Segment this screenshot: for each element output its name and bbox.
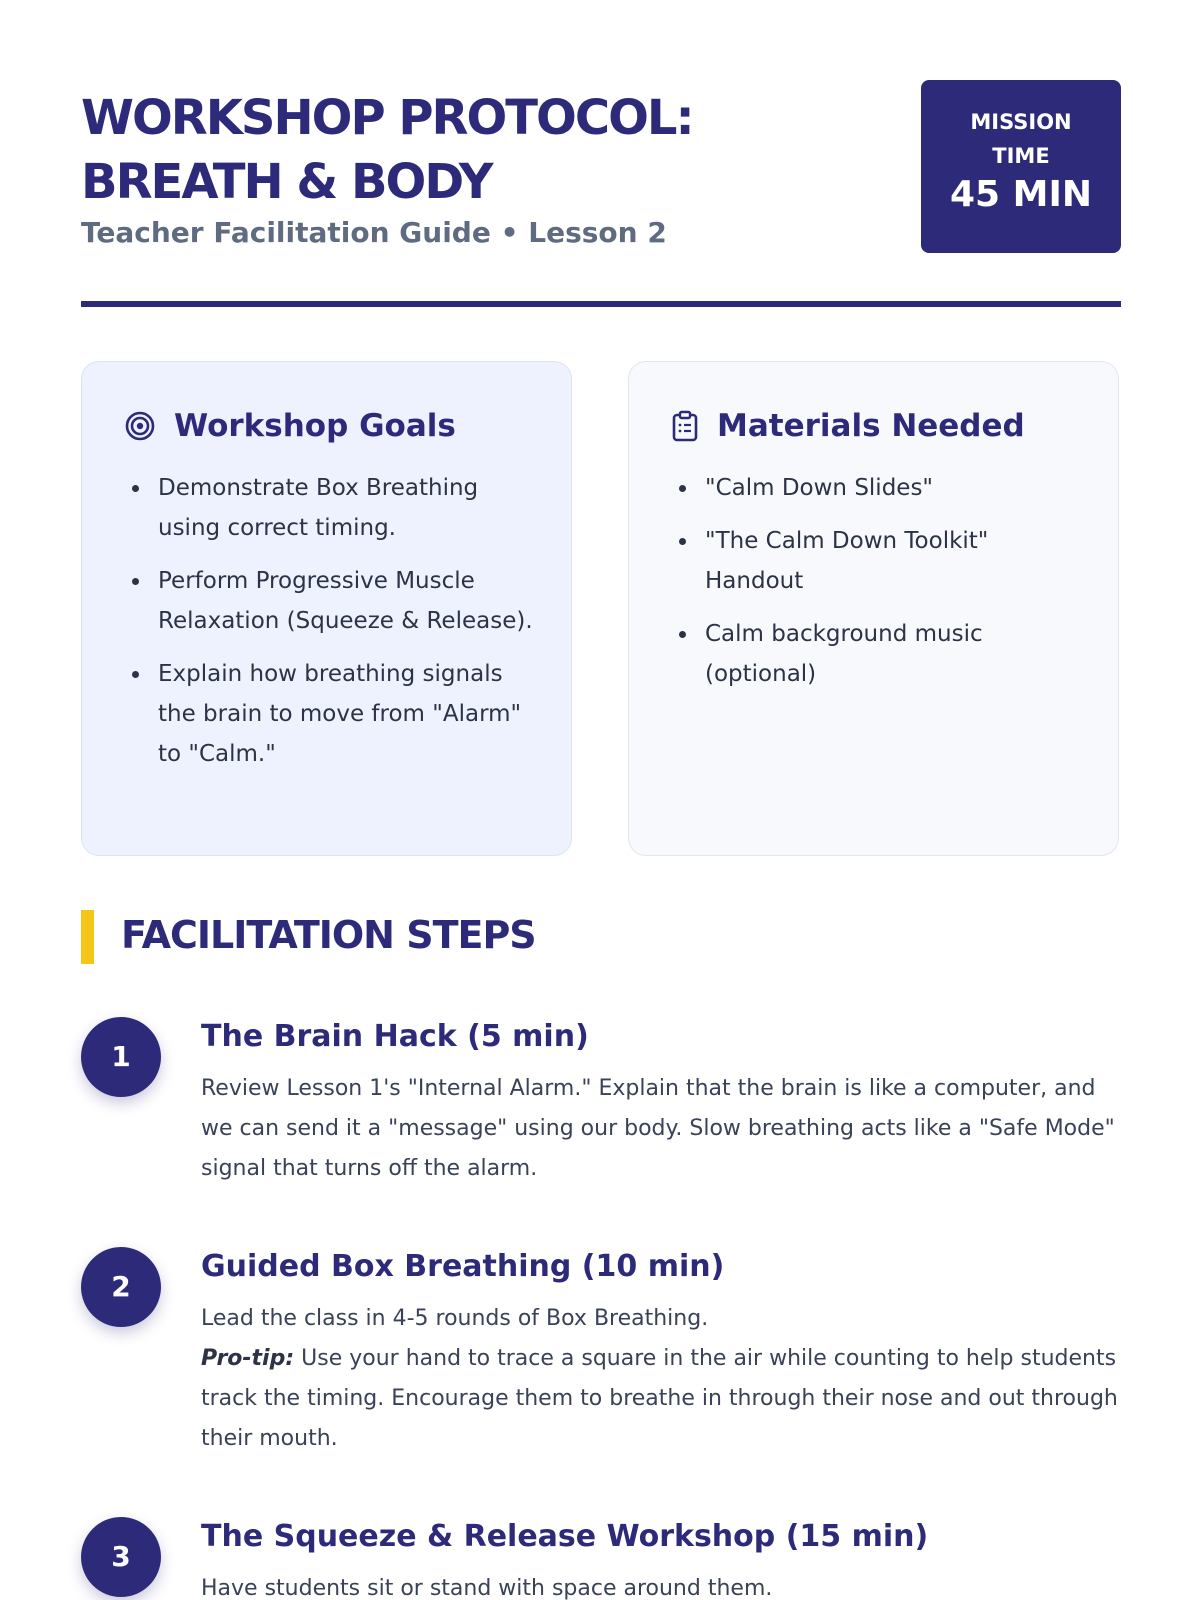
- workshop-goals-card: [81, 361, 572, 856]
- step-title: The Brain Hack (5 min): [201, 1019, 589, 1054]
- section-accent-bar: [81, 910, 94, 964]
- step-body: [201, 1569, 1121, 1600]
- facilitation-steps-heading: [81, 910, 1121, 964]
- workshop-goals-title: Workshop Goals: [174, 408, 456, 444]
- mission-time-badge: [921, 80, 1121, 253]
- page-header: [81, 80, 1121, 295]
- step-title: The Squeeze & Release Workshop (15 min): [201, 1519, 929, 1554]
- facilitation-steps-list: [81, 1017, 1121, 1600]
- material-item: "Calm Down Slides": [705, 468, 1080, 508]
- materials-needed-card: [628, 361, 1119, 856]
- materials-needed-list: [671, 468, 1080, 694]
- mission-time-label-line-1: MISSION: [970, 110, 1072, 134]
- step-body: [201, 1299, 1121, 1459]
- page-title-line-2: BREATH & BODY: [81, 154, 492, 210]
- mission-time-value: 45 MIN: [950, 174, 1092, 215]
- step-pro-tip: [201, 1339, 1121, 1459]
- page-title: [81, 86, 693, 214]
- page-title-line-1: WORKSHOP PROTOCOL:: [81, 90, 693, 146]
- step-description: Lead the class in 4-5 rounds of Box Breathing.: [201, 1306, 709, 1331]
- mission-time-label: [921, 105, 1121, 173]
- goal-item: Demonstrate Box Breathing using correct timing.: [158, 468, 533, 548]
- step-number-badge: 2: [81, 1247, 161, 1327]
- protocol-page: [81, 80, 1121, 1600]
- mission-time-label-line-2: TIME: [992, 144, 1050, 168]
- page-subtitle: Teacher Facilitation Guide • Lesson 2: [81, 216, 667, 249]
- clipboard-icon: [671, 410, 699, 442]
- material-item: Calm background music (optional): [705, 614, 1080, 694]
- info-cards: [81, 361, 1121, 858]
- step-number-badge: 3: [81, 1517, 161, 1597]
- step-description: Have students sit or stand with space around them.: [201, 1576, 773, 1600]
- goal-item: Perform Progressive Muscle Relaxation (Squeeze & Release).: [158, 561, 533, 641]
- workshop-goals-list: [124, 468, 533, 774]
- step-number-badge: 1: [81, 1017, 161, 1097]
- pro-tip-label: Pro-tip:: [201, 1346, 295, 1371]
- materials-needed-title: Materials Needed: [717, 408, 1025, 444]
- step-item: [81, 1247, 1121, 1459]
- step-title: Guided Box Breathing (10 min): [201, 1249, 725, 1284]
- target-icon: [124, 410, 156, 442]
- materials-needed-header: [671, 404, 1080, 448]
- step-item: [81, 1017, 1121, 1189]
- header-divider: [81, 301, 1121, 307]
- workshop-goals-header: [124, 404, 533, 448]
- step-description: Review Lesson 1's "Internal Alarm." Explain that the brain is like a computer, and we can send it a "message" using our body. Slow breathing acts like a "Safe Mode" signal that turns off the alarm.: [201, 1076, 1115, 1181]
- goal-item: Explain how breathing signals the brain to move from "Alarm" to "Calm.": [158, 654, 533, 774]
- step-item: [81, 1517, 1121, 1600]
- step-body: [201, 1069, 1121, 1189]
- pro-tip-text: Use your hand to trace a square in the air while counting to help students track the timing. Encourage them to breathe in through their nose and out through their mouth.: [201, 1346, 1118, 1451]
- material-item: "The Calm Down Toolkit" Handout: [705, 521, 1080, 601]
- facilitation-steps-title: FACILITATION STEPS: [121, 913, 536, 957]
